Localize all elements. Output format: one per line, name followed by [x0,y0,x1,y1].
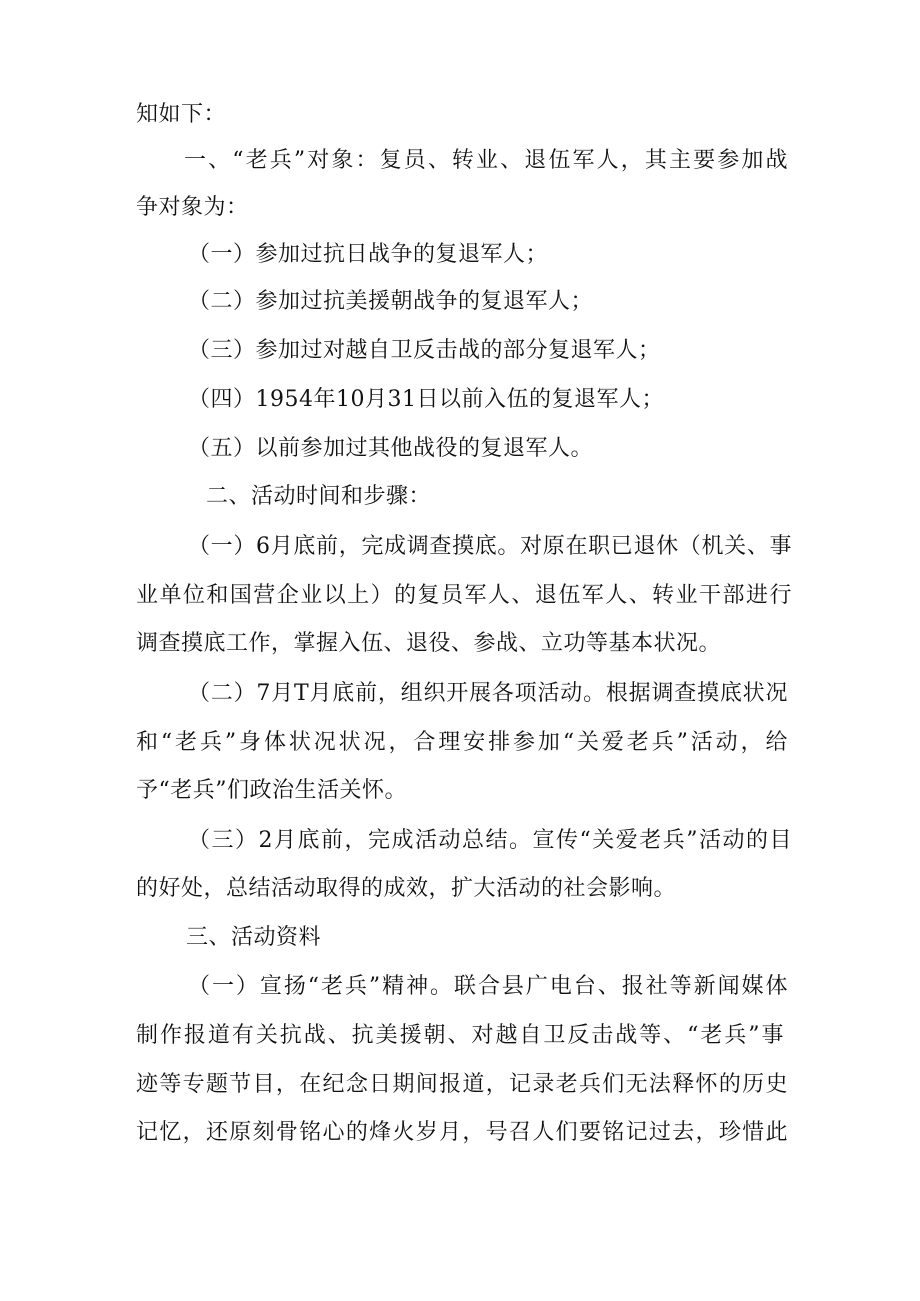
section-2-heading: 二、活动时间和步骤： [206,484,432,509]
section-2-item-1-line-3: 调查摸底工作，掌握入伍、退役、参战、立功等基本状况。 [136,631,722,656]
section-3-item-1-line-2: 制作报道有关抗战、抗美援朝、对越自卫反击战等、“老兵”事 [136,1023,784,1048]
section-2-item-2-line-3: 予“老兵”们政治生活关怀。 [136,778,407,803]
section-3-item-1-line-4: 记忆，还原刻骨铭心的烽火岁月，号召人们要铭记过去，珍惜此 [136,1120,788,1145]
text-line-1: 知如下： [136,102,227,127]
section-1-item-5: （五）以前参加过其他战役的复退军人。 [188,436,594,461]
section-3-heading: 三、活动资料 [186,925,322,950]
section-2-item-2-line-2: 和“老兵”身体状况状况，合理安排参加“关爱老兵”活动，给 [136,730,788,755]
section-2-item-3-line-1: （三）2月底前，完成活动总结。宣传“关爱老兵”活动的目 [188,828,792,853]
section-2-item-1-line-1: （一）6月底前，完成调查摸底。对原在职已退休（机关、事 [188,534,792,559]
section-1-item-4: （四）1954年10月31日以前入伍的复退军人； [188,387,664,412]
section-1-item-3: （三）参加过对越自卫反击战的部分复退军人； [188,338,661,363]
section-2-item-2-line-1: （二）7月T月底前，组织开展各项活动。根据调查摸底状况 [188,681,788,706]
section-1-heading-line-1: 一、“老兵”对象：复员、转业、退伍军人，其主要参加战 [184,148,788,173]
section-2-item-1-line-2: 业单位和国营企业以上）的复员军人、退伍军人、转业干部进行 [136,583,792,608]
section-1-item-2: （二）参加过抗美援朝战争的复退军人； [188,289,594,314]
section-1-item-1: （一）参加过抗日战争的复退军人； [188,242,549,267]
section-3-item-1-line-1: （一）宣扬“老兵”精神。联合县广电台、报社等新闻媒体 [188,974,788,999]
section-2-item-3-line-2: 的好处，总结活动取得的成效，扩大活动的社会影响。 [136,876,677,901]
section-1-heading-line-2: 争对象为： [136,195,249,220]
section-3-item-1-line-3: 迹等专题节目，在纪念日期间报道，记录老兵们无法释怀的历史 [136,1072,788,1097]
